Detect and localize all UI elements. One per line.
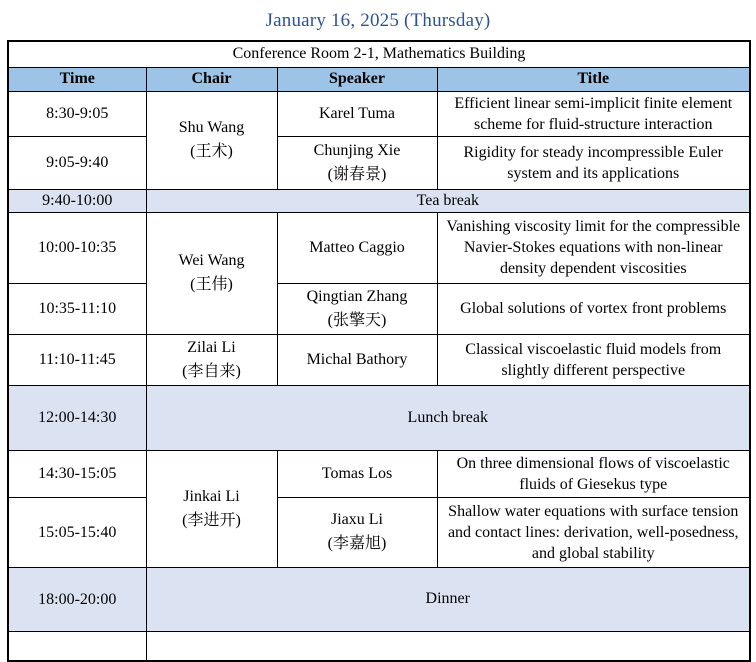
talk-title: On three dimensional flows of viscoelastic fluids of Giesekus type (437, 450, 750, 497)
chair-name-en: Shu Wang (178, 119, 245, 137)
time-cell: 18:00-20:00 (8, 567, 146, 631)
column-header-title: Title (437, 67, 750, 91)
break-cell: Lunch break (146, 385, 750, 450)
speaker-cell (277, 91, 437, 136)
time-cell: 10:35-11:10 (8, 283, 146, 334)
chair-cell (146, 91, 277, 189)
talk-title: Classical viscoelastic fluid models from slightly different perspective (437, 334, 750, 385)
speaker-name-zh: (李嘉旭) (327, 535, 387, 553)
column-header-time: Time (8, 67, 146, 91)
speaker-name (283, 348, 432, 372)
column-header-chair: Chair (146, 67, 277, 91)
speaker-cell (277, 283, 437, 334)
speaker-name-en: Matteo Caggio (309, 238, 405, 256)
talk-title: Rigidity for steady incompressible Euler system and its applications (437, 136, 750, 189)
table-row (8, 136, 750, 189)
table-row (8, 212, 750, 283)
speaker-name-en: Jiaxu Li (331, 511, 383, 529)
table-row-partial (8, 631, 750, 661)
time-cell: 14:30-15:05 (8, 450, 146, 497)
chair-name (152, 249, 272, 297)
speaker-cell (277, 497, 437, 567)
chair-name (152, 116, 272, 164)
speaker-cell (277, 450, 437, 497)
time-cell: 8:30-9:05 (8, 91, 146, 136)
talk-title: Global solutions of vortex front problems (437, 283, 750, 334)
time-cell: 15:05-15:40 (8, 497, 146, 567)
speaker-name (283, 508, 432, 556)
chair-cell (146, 212, 277, 334)
speaker-name-en: Karel Tuma (319, 104, 395, 122)
speaker-name-en: Qingtian Zhang (306, 287, 408, 305)
speaker-name (283, 285, 432, 333)
schedule-table (7, 40, 751, 662)
table-row (8, 334, 750, 385)
break-cell: Tea break (146, 189, 750, 212)
chair-name (152, 336, 272, 384)
table-row (8, 91, 750, 136)
column-header-speaker: Speaker (277, 67, 437, 91)
table-row (8, 497, 750, 567)
chair-name-zh: (李自来) (182, 362, 241, 380)
talk-title: Efficient linear semi-implicit finite element scheme for fluid-structure interaction (437, 91, 750, 136)
speaker-name (283, 462, 432, 486)
time-cell: 11:10-11:45 (8, 334, 146, 385)
speaker-name-zh: (张擎天) (327, 311, 387, 329)
page-title: January 16, 2025 (Thursday) (265, 10, 491, 31)
speaker-name-en: Tomas Los (321, 464, 393, 482)
table-caption: Conference Room 2-1, Mathematics Building (8, 41, 750, 67)
time-cell: 12:00-14:30 (8, 385, 146, 450)
speaker-name-zh: (谢春景) (327, 165, 387, 183)
chair-cell (146, 450, 277, 567)
table-row-break (8, 189, 750, 212)
speaker-cell (277, 212, 437, 283)
speaker-name (283, 139, 432, 187)
time-cell: 10:00-10:35 (8, 212, 146, 283)
chair-cell (146, 334, 277, 385)
chair-name-zh: (李进开) (182, 511, 241, 529)
speaker-name (283, 236, 432, 260)
talk-title: Vanishing viscosity limit for the compressible Navier-Stokes equations with non-linear density dependent viscosities (437, 212, 750, 283)
table-row (8, 283, 750, 334)
time-cell: 9:40-10:00 (8, 189, 146, 212)
chair-name-en: Wei Wang (178, 252, 245, 270)
time-cell (8, 631, 146, 661)
chair-name (152, 485, 272, 533)
speaker-name-en: Chunjing Xie (313, 141, 401, 159)
table-row (8, 450, 750, 497)
chair-name-en: Zilai Li (187, 338, 236, 356)
speaker-name (283, 102, 432, 126)
chair-name-zh: (王术) (190, 143, 233, 161)
speaker-cell (277, 136, 437, 189)
table-row-break (8, 567, 750, 631)
chair-name-en: Jinkai Li (183, 487, 240, 505)
document-page (0, 10, 756, 650)
time-cell: 9:05-9:40 (8, 136, 146, 189)
speaker-cell (277, 334, 437, 385)
chair-name-zh: (王伟) (190, 276, 233, 294)
speaker-name-en: Michal Bathory (306, 350, 408, 368)
talk-title: Shallow water equations with surface tension and contact lines: derivation, well-posedness, and global stability (437, 497, 750, 567)
table-row-break (8, 385, 750, 450)
break-cell: Dinner (146, 567, 750, 631)
empty-cell (146, 631, 750, 661)
